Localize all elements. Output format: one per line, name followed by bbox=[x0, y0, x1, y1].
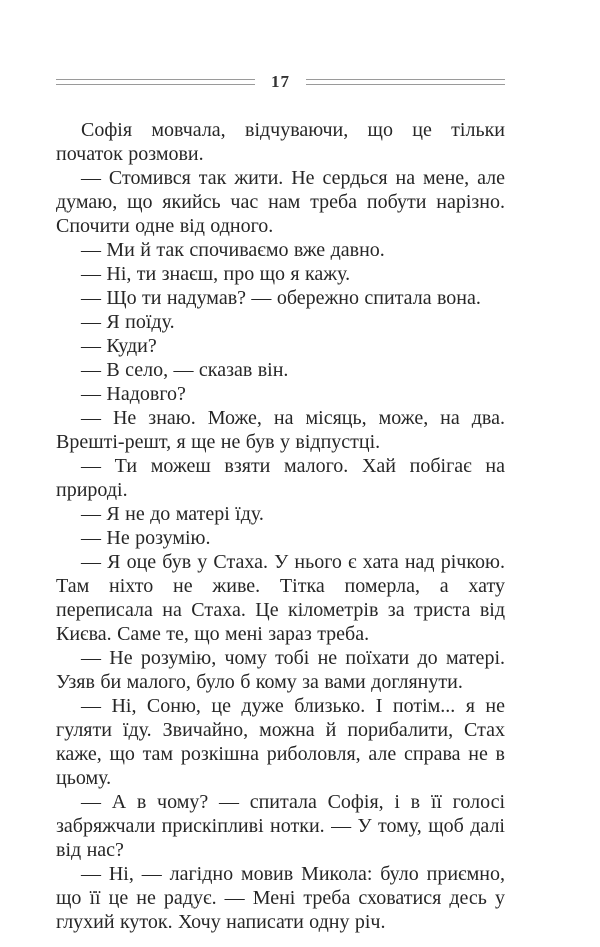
paragraph: — Я оце був у Стаха. У нього є хата над річкою. Там ніхто не живе. Тітка померла, а хату переписала на Стаха. Це кілометрів за триста від Києва. Саме те, що мені зараз треба. bbox=[56, 551, 505, 645]
paragraph: — А в чому? — спитала Софія, і в її голосі забряжчали прискіпливі нотки. — У тому, щоб далі від нас? bbox=[56, 791, 505, 861]
paragraph: — Куди? bbox=[81, 335, 157, 357]
paragraph: — Не розумію, чому тобі не поїхати до матері. Узяв би малого, було б кому за вами доглянути. bbox=[56, 647, 505, 693]
paragraph: — Ні, Соню, це дуже близько. І потім... я не гуляти їду. Звичайно, можна й порибалити, Стах каже, що там розкішна риболовля, але справа не в цьому. bbox=[56, 695, 505, 789]
paragraph: — Ти можеш взяти малого. Хай побігає на природі. bbox=[56, 455, 505, 501]
page-number: 17 bbox=[271, 72, 290, 91]
paragraph: — Стомився так жити. Не сердься на мене, але думаю, що якийсь час нам треба побути нарізно. Спочити одне від одного. bbox=[56, 167, 505, 237]
paragraph: Софія мовчала, відчуваючи, що це тільки початок розмови. bbox=[56, 119, 505, 165]
paragraph: — В село, — сказав він. bbox=[81, 359, 289, 381]
paragraph: — Ні, ти знаєш, про що я кажу. bbox=[81, 263, 351, 285]
paragraph: — Не знаю. Може, на місяць, може, на два. Врешті-решт, я ще не був у відпустці. bbox=[56, 407, 505, 453]
paragraph: — Надовго? bbox=[81, 383, 186, 405]
page-text bbox=[56, 118, 505, 934]
paragraph: — Не розумію. bbox=[81, 527, 211, 549]
paragraph: — Я поїду. bbox=[81, 311, 175, 333]
paragraph: — Я не до матері їду. bbox=[81, 503, 264, 525]
header-rule-left bbox=[56, 79, 255, 85]
paragraph: — Ні, — лагідно мовив Микола: було приємно, що її це не радує. — Мені треба сховатися десь у глухий куток. Хочу написати одну річ. bbox=[56, 863, 505, 933]
header-rule-right bbox=[306, 79, 505, 85]
paragraph: — Що ти надумав? — обережно спитала вона. bbox=[81, 287, 481, 309]
page-header bbox=[56, 72, 505, 92]
paragraph: — Ми й так спочиваємо вже давно. bbox=[81, 239, 385, 261]
